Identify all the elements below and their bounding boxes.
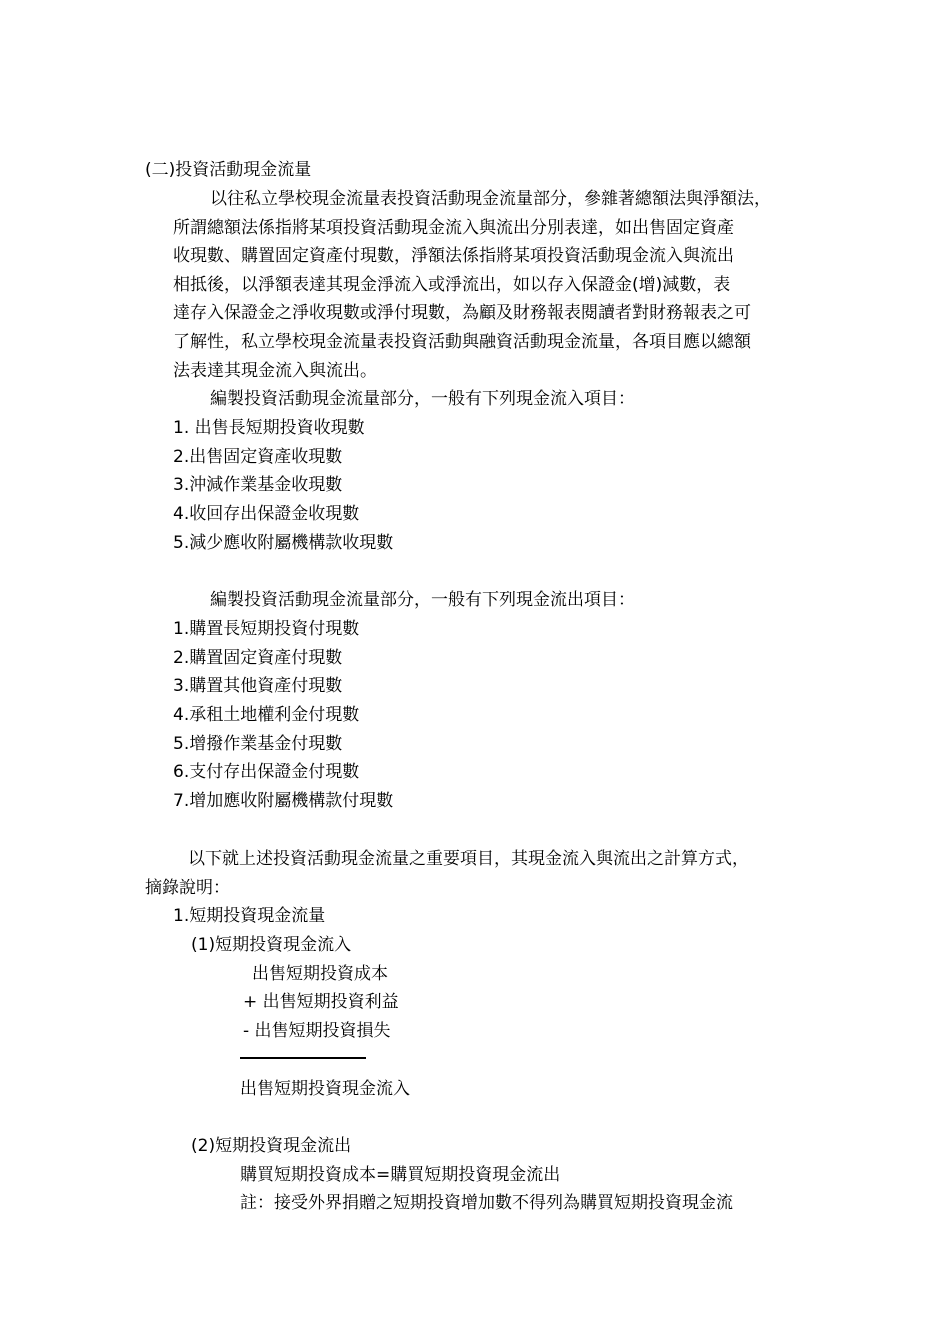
subsection-part-title: (1)短期投資現金流入	[191, 935, 352, 955]
outflow-item: 5.增撥作業基金付現數	[173, 734, 343, 754]
summary-intro-line: 摘錄說明：	[145, 878, 230, 898]
formula-rule	[240, 1057, 366, 1059]
subsection-title: 1.短期投資現金流量	[173, 906, 326, 926]
intro-paragraph-line: 了解性，私立學校現金流量表投資活動與融資活動現金流量，各項目應以總額	[173, 332, 751, 352]
intro-paragraph-line: 法表達其現金流入與流出。	[173, 361, 377, 381]
section-heading: (二)投資活動現金流量	[145, 160, 312, 180]
outflow-item: 1.購置長短期投資付現數	[173, 619, 360, 639]
subsection-part-title: (2)短期投資現金流出	[191, 1136, 352, 1156]
inflow-item: 4.收回存出保證金收現數	[173, 504, 360, 524]
formula-line: + 出售短期投資利益	[243, 992, 399, 1012]
intro-paragraph-line: 收現數、購置固定資產付現數，淨額法係指將某項投資活動現金流入與流出	[173, 246, 734, 266]
formula-line: - 出售短期投資損失	[243, 1021, 391, 1041]
outflow-item: 2.購置固定資產付現數	[173, 648, 343, 668]
intro-paragraph-line: 以往私立學校現金流量表投資活動現金流量部分，參雜著總額法與淨額法，	[210, 189, 771, 209]
inflow-item: 1. 出售長短期投資收現數	[173, 418, 365, 438]
summary-intro-line: 以下就上述投資活動現金流量之重要項目，其現金流入與流出之計算方式，	[188, 849, 749, 869]
formula-result: 出售短期投資現金流入	[240, 1079, 410, 1099]
outflow-item: 4.承租土地權利金付現數	[173, 705, 360, 725]
formula-line: 出售短期投資成本	[252, 964, 388, 984]
inflow-intro: 編製投資活動現金流量部分，一般有下列現金流入項目：	[210, 389, 635, 409]
intro-paragraph-line: 達存入保證金之淨收現數或淨付現數，為顧及財務報表閱讀者對財務報表之可	[173, 303, 751, 323]
outflow-intro: 編製投資活動現金流量部分，一般有下列現金流出項目：	[210, 590, 635, 610]
outflow-item: 7.增加應收附屬機構款付現數	[173, 791, 394, 811]
note-text: 註：接受外界捐贈之短期投資增加數不得列為購買短期投資現金流	[240, 1193, 733, 1213]
inflow-item: 3.沖減作業基金收現數	[173, 475, 343, 495]
outflow-formula: 購買短期投資成本=購買短期投資現金流出	[240, 1165, 561, 1185]
outflow-item: 6.支付存出保證金付現數	[173, 762, 360, 782]
inflow-item: 2.出售固定資產收現數	[173, 447, 343, 467]
intro-paragraph-line: 相抵後，以淨額表達其現金淨流入或淨流出，如以存入保證金(增)減數，表	[173, 275, 731, 295]
outflow-item: 3.購置其他資產付現數	[173, 676, 343, 696]
inflow-item: 5.減少應收附屬機構款收現數	[173, 533, 394, 553]
intro-paragraph-line: 所謂總額法係指將某項投資活動現金流入與流出分別表達，如出售固定資產	[173, 218, 734, 238]
